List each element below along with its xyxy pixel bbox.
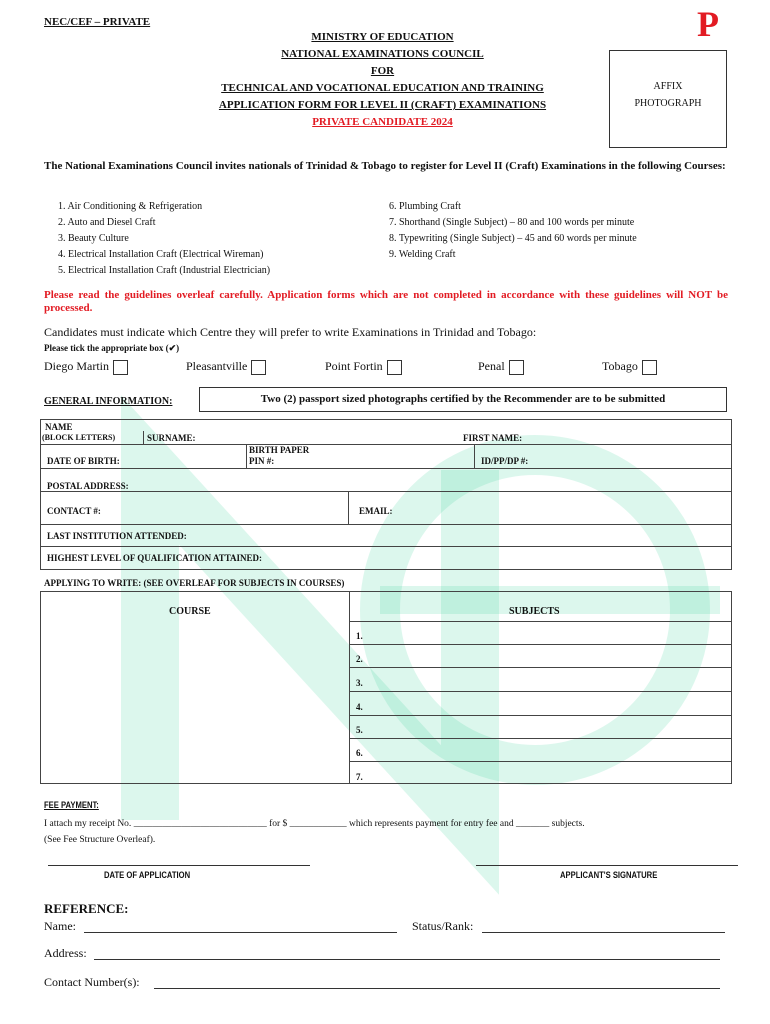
form-code: NEC/CEF – PRIVATE (44, 16, 151, 28)
intro-text: The National Examinations Council invites nationals of Trinidad & Tobago to register for Level II (Craft) Examinations in the following Courses: (44, 160, 726, 172)
fee-text-d: subjects. (551, 819, 585, 829)
photo-label-2: PHOTOGRAPH (634, 98, 702, 109)
centre-checkbox[interactable] (387, 360, 402, 375)
subjects-header: SUBJECTS (509, 606, 560, 617)
reference-address-line[interactable] (94, 959, 720, 960)
course-list-right (389, 199, 729, 263)
ministry-title: MINISTRY OF EDUCATION (311, 31, 454, 43)
course-item: 8. Typewriting (Single Subject) – 45 and 60 words per minute (389, 233, 637, 244)
centre-label: Tobago (602, 359, 638, 373)
receipt-no-blank[interactable]: ____________________________ (133, 819, 267, 829)
course-item: 3. Beauty Culture (58, 233, 129, 244)
subject-row: 3. (356, 678, 363, 688)
centre-checkbox[interactable] (509, 360, 524, 375)
centre-point-fortin (325, 359, 402, 375)
centre-label: Pleasantville (186, 359, 248, 373)
warning-text: Please read the guidelines overleaf carefully. Application forms which are not completed in accordance with these guidelines will NOT be processed. (44, 289, 728, 314)
course-list-left (58, 199, 378, 279)
fee-text-a: I attach my receipt No. (44, 819, 132, 829)
reference-address-label: Address: (44, 946, 87, 960)
fee-line (44, 819, 585, 829)
block-letters-label: (BLOCK LETTERS) (42, 433, 116, 442)
subjects-count-blank[interactable]: _______ (516, 819, 550, 829)
course-item: 1. Air Conditioning & Refrigeration (58, 201, 203, 212)
subject-row: 4. (356, 702, 363, 712)
tvet-title: TECHNICAL AND VOCATIONAL EDUCATION AND TRAINING (221, 82, 544, 94)
contact-label: CONTACT #: (47, 506, 101, 516)
centre-instruction: Candidates must indicate which Centre they will prefer to write Examinations in Trinidad and Tobago: (44, 325, 537, 339)
subject-row: 6. (356, 748, 363, 758)
reference-status-label: Status/Rank: (412, 919, 474, 933)
subject-row: 5. (356, 725, 363, 735)
council-title: NATIONAL EXAMINATIONS COUNCIL (281, 48, 484, 60)
for-line: FOR (370, 65, 395, 77)
photo-requirement-note: Two (2) passport sized photographs certified by the Recommender are to be submitted (199, 387, 727, 412)
course-item: 7. Shorthand (Single Subject) – 80 and 100 words per minute (389, 217, 635, 228)
course-item: 6. Plumbing Craft (389, 201, 461, 212)
photo-box (609, 50, 727, 148)
course-item: 2. Auto and Diesel Craft (58, 217, 156, 228)
general-info-table (40, 419, 732, 570)
amount-blank[interactable]: ____________ (289, 819, 347, 829)
fee-text-b: for $ (269, 819, 288, 829)
subject-row: 2. (356, 654, 363, 664)
last-institution-label: LAST INSTITUTION ATTENDED: (47, 531, 187, 541)
centre-pleasantville (186, 359, 266, 375)
candidate-type: PRIVATE CANDIDATE 2024 (312, 116, 453, 128)
photo-label-1: AFFIX (653, 81, 683, 92)
reference-status-line[interactable] (482, 932, 725, 933)
fee-payment-title: FEE PAYMENT: (44, 800, 99, 810)
surname-label: SURNAME: (147, 433, 196, 443)
subject-row: 7. (356, 772, 363, 782)
general-info-label: GENERAL INFORMATION: (44, 396, 173, 407)
reference-title: REFERENCE: (44, 901, 129, 916)
centre-label: Diego Martin (44, 359, 109, 373)
id-label: ID/PP/DP #: (481, 456, 529, 466)
centre-checkbox[interactable] (642, 360, 657, 375)
applying-label: APPLYING TO WRITE: (SEE OVERLEAF FOR SUBJECTS IN COURSES) (44, 578, 345, 588)
first-name-label: FIRST NAME: (463, 433, 523, 443)
fee-structure-note: (See Fee Structure Overleaf). (44, 835, 156, 845)
date-of-application-label: DATE OF APPLICATION (104, 870, 191, 880)
private-letter: P (697, 4, 719, 44)
reference-contact-line[interactable] (154, 988, 720, 989)
highest-qualification-label: HIGHEST LEVEL OF QUALIFICATION ATTAINED: (47, 553, 263, 563)
courses-table (40, 591, 732, 784)
reference-name-label: Name: (44, 919, 76, 933)
name-label: NAME (45, 422, 73, 432)
form-title: APPLICATION FORM FOR LEVEL II (CRAFT) EXAMINATIONS (218, 99, 547, 111)
applicant-signature-label: APPLICANT'S SIGNATURE (560, 870, 658, 880)
centre-checkbox[interactable] (251, 360, 266, 375)
centre-tobago (602, 359, 657, 375)
centre-label: Point Fortin (325, 359, 383, 373)
course-item: 4. Electrical Installation Craft (Electrical Wireman) (58, 249, 264, 260)
reference-contact-label: Contact Number(s): (44, 975, 140, 989)
fee-text-c: which represents payment for entry fee and (349, 819, 514, 829)
date-line[interactable] (48, 865, 310, 866)
dob-label: DATE OF BIRTH: (47, 456, 120, 466)
centre-label: Penal (478, 359, 505, 373)
tick-instruction: Please tick the appropriate box (✔) (44, 343, 180, 353)
centre-diego-martin (44, 359, 128, 375)
pin-label: PIN #: (249, 456, 275, 466)
course-item: 9. Welding Craft (389, 249, 456, 260)
email-label: EMAIL: (359, 506, 393, 516)
reference-name-line[interactable] (84, 932, 397, 933)
course-item: 5. Electrical Installation Craft (Industrial Electrician) (58, 265, 271, 276)
centre-checkbox[interactable] (113, 360, 128, 375)
birth-paper-label: BIRTH PAPER (249, 445, 310, 455)
subject-row: 1. (356, 631, 363, 641)
course-header: COURSE (169, 606, 211, 617)
signature-line[interactable] (476, 865, 738, 866)
centre-penal (478, 359, 524, 375)
postal-address-label: POSTAL ADDRESS: (47, 481, 129, 491)
